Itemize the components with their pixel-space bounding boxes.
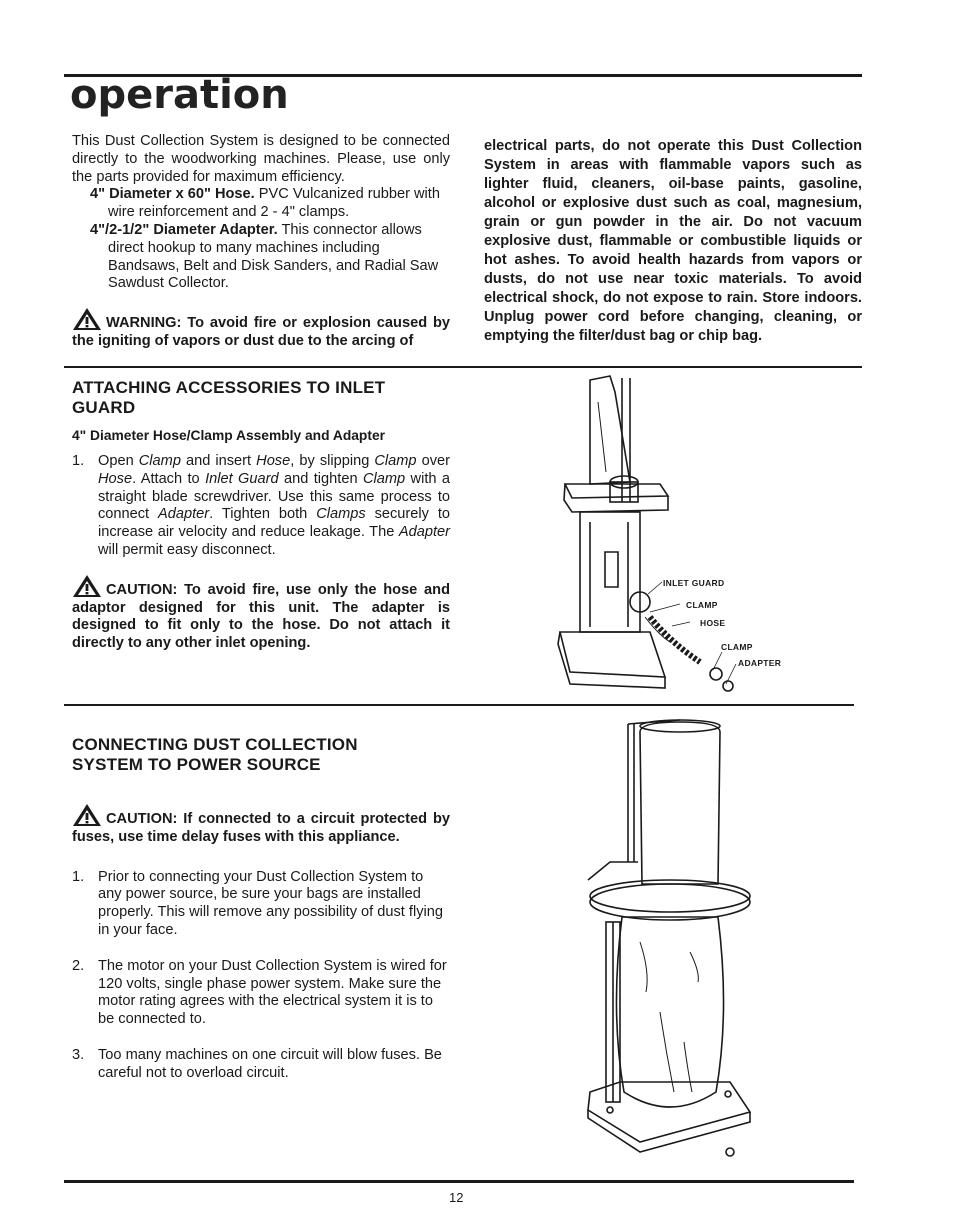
connecting-step-1: 1. Prior to connecting your Dust Collection System to any power source, be sure your bags are installed properly. This will remove any possibility of dust flying in your face. bbox=[72, 868, 443, 938]
attaching-step-1 bbox=[72, 453, 450, 560]
page-number: 12 bbox=[449, 1190, 464, 1205]
label-hose: HOSE bbox=[700, 618, 726, 628]
intro-paragraph: This Dust Collection System is designed to be connected directly to the woodworking machines. Please, use only the parts provided for maximum efficiency. bbox=[72, 133, 450, 185]
hose-label: 4" Diameter x 60" Hose. bbox=[90, 186, 255, 203]
page-title: operation bbox=[70, 72, 289, 118]
adapter-label: 4"/2-1/2" Diameter Adapter. bbox=[90, 221, 278, 238]
hose-item bbox=[72, 186, 450, 222]
connecting-caution bbox=[72, 803, 450, 847]
section-rule-2 bbox=[64, 704, 854, 706]
hose-text: PVC Vulcanized rubber with wire reinforcement and 2 - 4" clamps. bbox=[108, 186, 440, 221]
step-number: 1. bbox=[72, 453, 85, 469]
attaching-section bbox=[72, 378, 450, 653]
warning-icon bbox=[72, 574, 102, 598]
section-rule-1 bbox=[64, 366, 862, 368]
connecting-step-3: 3. Too many machines on one circuit will blow fuses. Be careful not to overload circuit. bbox=[72, 1046, 442, 1081]
warning-body: WARNING: To avoid fire or explosion caused by the igniting of vapors or dust due to the arcing of bbox=[72, 315, 450, 349]
caution-body: CAUTION: To avoid fire, use only the hose and adaptor designed for this unit. The adapter is designed to fit only to the hose. Do not attach it directly to any other inlet opening. bbox=[72, 581, 450, 652]
warning-continued: electrical parts, do not operate this Dust Collection System in areas with flammable vapors such as lighter fluid, cleaners, oil-base paints, gasoline, alcohol or explosive dust such as coal, magnesium, grain or gun powder in the air. Do not vacuum explosive dust, flammable or combustible liquids or hot ashes. To avoid health hazards from vapors or dusts, do not use near toxic materials. To avoid electrical shock, do not expose to rain. Store indoors. Unplug power cord before changing, cleaning, or emptying the filter/dust bag or chip bag. bbox=[484, 138, 862, 344]
connecting-step-2: 2. The motor on your Dust Collection System is wired for 120 volts, single phase power system. Make sure the motor rating agrees with the electrical system it is to be connected to. bbox=[72, 957, 447, 1028]
connecting-heading: CONNECTING DUST COLLECTION SYSTEM TO POWER SOURCE bbox=[72, 735, 358, 774]
warning-icon bbox=[72, 307, 102, 331]
label-clamp-2: CLAMP bbox=[721, 642, 753, 652]
dust-collector-figure bbox=[580, 712, 760, 1162]
caution-body: CAUTION: If connected to a circuit protected by fuses, use time delay fuses with this appliance. bbox=[72, 811, 450, 845]
adapter-text: This connector allows direct hookup to many machines including Bandsaws, Belt and Disk Sanders, and Radial Saw Sawdust Collector. bbox=[108, 221, 439, 292]
connecting-section bbox=[72, 735, 450, 1083]
attaching-heading: ATTACHING ACCESSORIES TO INLET GUARD bbox=[72, 378, 386, 417]
label-adapter: ADAPTER bbox=[738, 658, 782, 668]
intro-left-column bbox=[72, 133, 450, 351]
attaching-caution bbox=[72, 574, 450, 653]
warning-text bbox=[72, 307, 450, 351]
attaching-subheading: 4" Diameter Hose/Clamp Assembly and Adapter bbox=[72, 428, 385, 443]
label-inlet-guard: INLET GUARD bbox=[663, 578, 725, 588]
bottom-rule bbox=[64, 1180, 854, 1183]
adapter-item bbox=[72, 222, 450, 293]
inlet-guard-figure bbox=[550, 372, 800, 702]
warning-icon bbox=[72, 803, 102, 827]
step-text: Open Clamp and insert Hose, by slipping Clamp over Hose. Attach to Inlet Guard and tighten Clamp with a straight blade screwdriver. Use this same process to connect Adapter. Tighten both Clamps securely to increase air velocity and reduce leakage. The Adapter will permit easy disconnect. bbox=[98, 453, 451, 558]
label-clamp-1: CLAMP bbox=[686, 600, 718, 610]
